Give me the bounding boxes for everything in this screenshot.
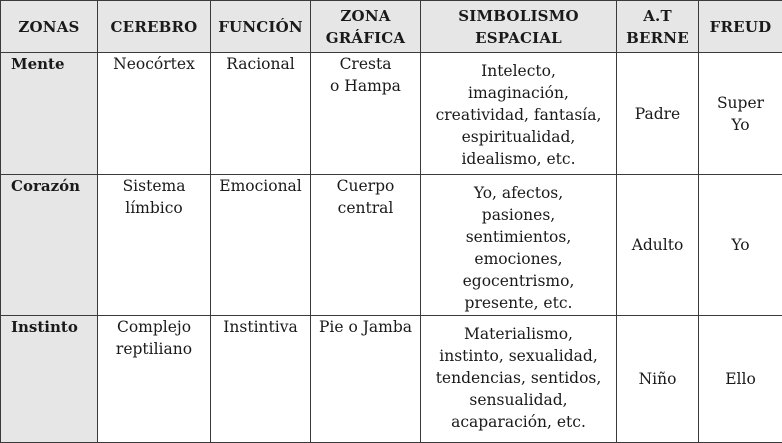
simbolismo-cell: Intelecto, imaginación, creatividad, fantasía, espiritualidad, idealismo, etc. <box>421 53 617 175</box>
header-berne: A.T BERNE <box>617 1 699 53</box>
cerebro-cell: Sistema límbico <box>98 175 211 316</box>
funcion-cell: Emocional <box>211 175 311 316</box>
table-row <box>1 175 782 316</box>
simbolismo-cell: Materialismo, instinto, sexualidad, tendencias, sentidos, sensualidad, acaparación, etc. <box>421 316 617 443</box>
table-row <box>1 316 782 443</box>
header-funcion: FUNCIÓN <box>211 1 311 53</box>
header-freud: FREUD <box>699 1 782 53</box>
header-cerebro: CEREBRO <box>98 1 211 53</box>
zona-grafica-cell: Cuerpo central <box>311 175 421 316</box>
funcion-cell: Racional <box>211 53 311 175</box>
header-row <box>1 1 782 53</box>
berne-cell: Adulto <box>617 175 699 316</box>
zona-grafica-cell: Pie o Jamba <box>311 316 421 443</box>
header-zona-grafica: ZONA GRÁFICA <box>311 1 421 53</box>
zone-cell: Mente <box>1 53 98 175</box>
zone-cell: Instinto <box>1 316 98 443</box>
zone-cell: Corazón <box>1 175 98 316</box>
freud-cell: Super Yo <box>699 53 782 175</box>
funcion-cell: Instintiva <box>211 316 311 443</box>
berne-cell: Niño <box>617 316 699 443</box>
freud-cell: Yo <box>699 175 782 316</box>
zona-grafica-cell: Cresta o Hampa <box>311 53 421 175</box>
header-simbolismo: SIMBOLISMO ESPACIAL <box>421 1 617 53</box>
header-zonas: ZONAS <box>1 1 98 53</box>
cerebro-cell: Neocórtex <box>98 53 211 175</box>
cerebro-cell: Complejo reptiliano <box>98 316 211 443</box>
freud-cell: Ello <box>699 316 782 443</box>
simbolismo-cell: Yo, afectos, pasiones, sentimientos, emociones, egocentrismo, presente, etc. <box>421 175 617 316</box>
berne-cell: Padre <box>617 53 699 175</box>
table-row <box>1 53 782 175</box>
